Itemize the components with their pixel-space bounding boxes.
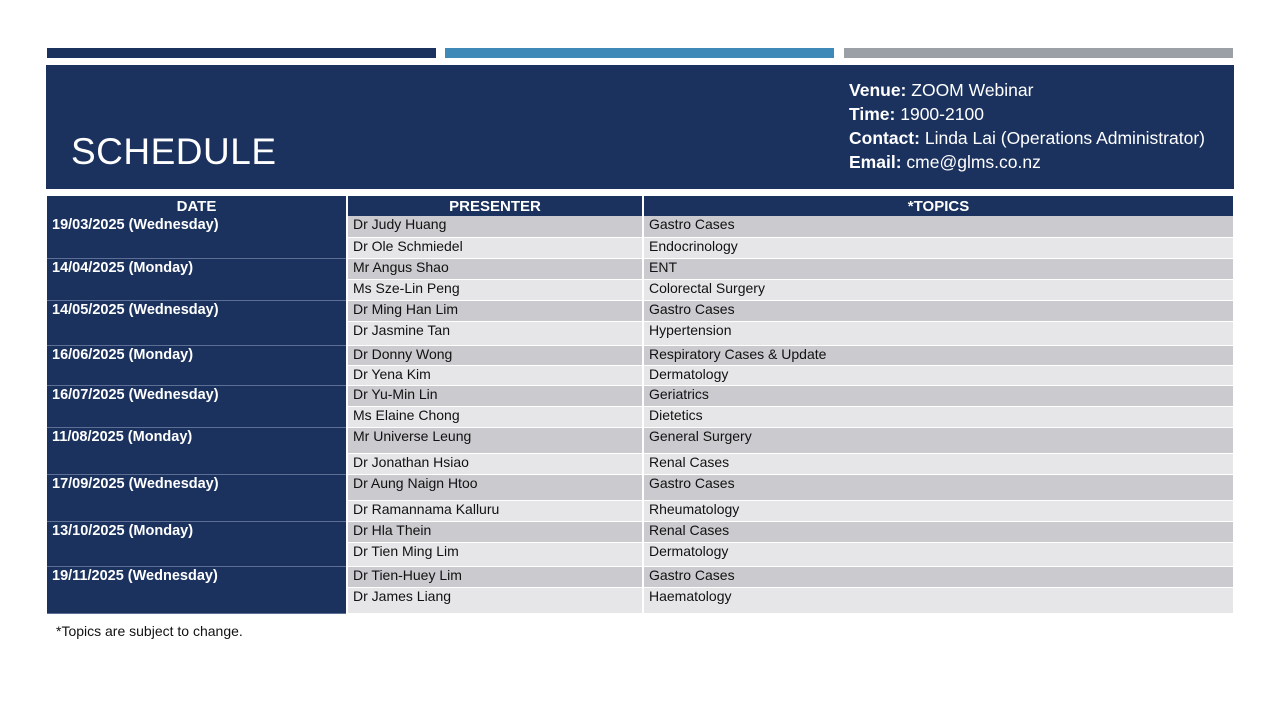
topic-cell: Renal Cases [643,453,1233,474]
header-banner [46,65,1234,189]
time-line [849,102,1205,126]
topic-cell: Geriatrics [643,385,1233,406]
table-header-row [47,196,1233,216]
topic-cell: Renal Cases [643,521,1233,542]
topic-cell: Gastro Cases [643,300,1233,321]
table-row [47,258,1233,279]
event-info [849,78,1205,174]
venue-label: Venue: [849,80,907,100]
topic-cell: General Surgery [643,427,1233,453]
venue-line [849,78,1205,102]
contact-line [849,126,1205,150]
date-cell: 13/10/2025 (Monday) [47,521,347,566]
time-value: 1900-2100 [900,104,984,124]
topic-cell: Gastro Cases [643,566,1233,587]
topic-cell: Hypertension [643,321,1233,345]
footnote: *Topics are subject to change. [56,623,243,639]
email-value: cme@glms.co.nz [906,152,1041,172]
table-row [47,385,1233,406]
topic-cell: Gastro Cases [643,216,1233,237]
accent-bar-grey [844,48,1233,58]
presenter-cell: Dr Tien-Huey Lim [347,566,643,587]
presenter-cell: Dr Jasmine Tan [347,321,643,345]
presenter-cell: Dr Ramannama Kalluru [347,500,643,521]
accent-bar-blue [445,48,834,58]
table-row [47,474,1233,500]
schedule-table [47,196,1233,614]
topic-cell: ENT [643,258,1233,279]
topic-cell: Dermatology [643,365,1233,385]
date-cell: 14/04/2025 (Monday) [47,258,347,300]
contact-value: Linda Lai (Operations Administrator) [924,128,1205,148]
presenter-cell: Mr Universe Leung [347,427,643,453]
date-cell: 19/11/2025 (Wednesday) [47,566,347,613]
topic-cell: Dietetics [643,406,1233,427]
presenter-cell: Dr James Liang [347,587,643,613]
presenter-cell: Mr Angus Shao [347,258,643,279]
topic-cell: Dermatology [643,542,1233,566]
table-row [47,521,1233,542]
topic-cell: Colorectal Surgery [643,279,1233,300]
date-cell: 17/09/2025 (Wednesday) [47,474,347,521]
time-label: Time: [849,104,896,124]
column-header-date: DATE [47,196,347,216]
table-row [47,427,1233,453]
topic-cell: Haematology [643,587,1233,613]
table-row [47,345,1233,365]
presenter-cell: Dr Ming Han Lim [347,300,643,321]
email-line [849,150,1205,174]
topic-cell: Respiratory Cases & Update [643,345,1233,365]
presenter-cell: Dr Tien Ming Lim [347,542,643,566]
presenter-cell: Dr Aung Naign Htoo [347,474,643,500]
presenter-cell: Dr Judy Huang [347,216,643,237]
table-row [47,300,1233,321]
email-label: Email: [849,152,902,172]
column-header-presenter: PRESENTER [347,196,643,216]
presenter-cell: Dr Donny Wong [347,345,643,365]
table-row [47,216,1233,237]
column-header-topics: *TOPICS [643,196,1233,216]
topic-cell: Rheumatology [643,500,1233,521]
table-row [47,566,1233,587]
topic-cell: Endocrinology [643,237,1233,258]
presenter-cell: Dr Ole Schmiedel [347,237,643,258]
schedule-body [47,216,1233,613]
page-title: SCHEDULE [71,131,277,172]
presenter-cell: Dr Hla Thein [347,521,643,542]
presenter-cell: Ms Sze-Lin Peng [347,279,643,300]
contact-label: Contact: [849,128,920,148]
venue-value: ZOOM Webinar [911,80,1034,100]
presenter-cell: Dr Jonathan Hsiao [347,453,643,474]
date-cell: 14/05/2025 (Wednesday) [47,300,347,345]
presenter-cell: Dr Yena Kim [347,365,643,385]
accent-bar-navy [47,48,436,58]
presenter-cell: Ms Elaine Chong [347,406,643,427]
date-cell: 16/07/2025 (Wednesday) [47,385,347,427]
presenter-cell: Dr Yu-Min Lin [347,385,643,406]
date-cell: 19/03/2025 (Wednesday) [47,216,347,258]
date-cell: 16/06/2025 (Monday) [47,345,347,385]
topic-cell: Gastro Cases [643,474,1233,500]
date-cell: 11/08/2025 (Monday) [47,427,347,474]
